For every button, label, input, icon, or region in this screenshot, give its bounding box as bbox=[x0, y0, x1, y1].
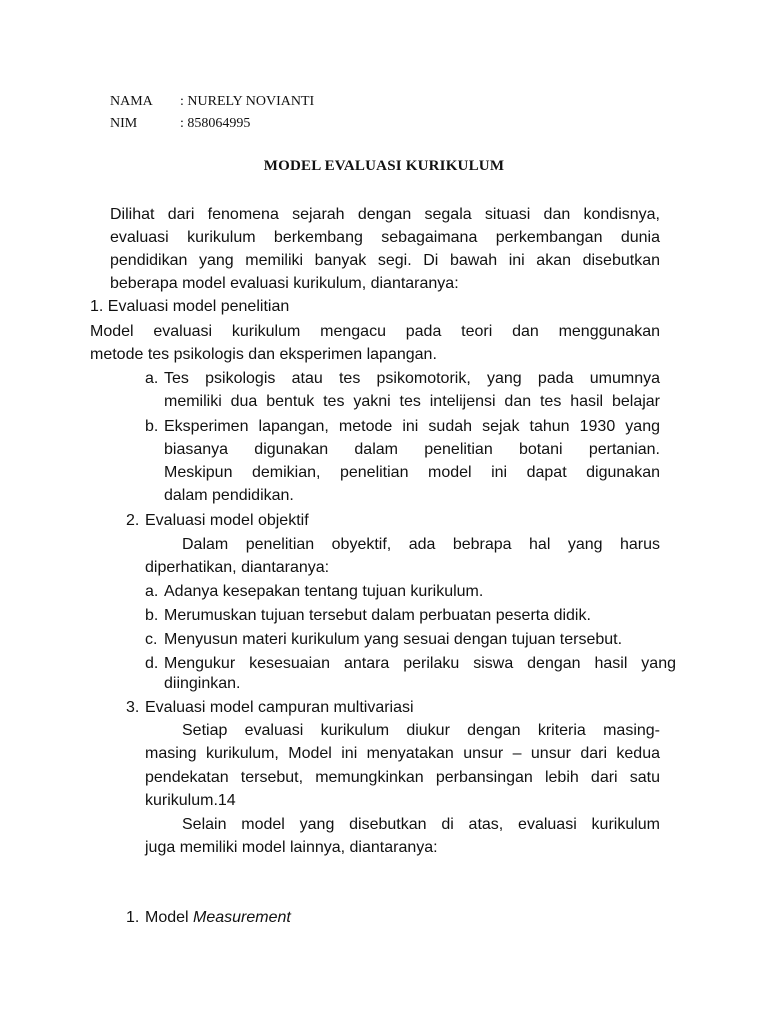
section-2-body-line: diperhatikan, diantaranya: bbox=[145, 559, 330, 576]
list-item-line: Meskipun demikian, penelitian model ini dapat digunakan bbox=[164, 464, 660, 481]
nama-label: NAMA bbox=[110, 94, 153, 109]
section-1-body-line: metode tes psikologis dan eksperimen lapangan. bbox=[90, 346, 437, 363]
section-1-heading: 1. Evaluasi model penelitian bbox=[90, 298, 290, 315]
list-item-line: dalam pendidikan. bbox=[164, 487, 294, 504]
list-marker: b. bbox=[145, 607, 159, 624]
intro-line: beberapa model evaluasi kurikulum, diantaranya: bbox=[110, 275, 459, 292]
list-item-line: Mengukur kesesuaian antara perilaku siswa dengan hasil yang bbox=[164, 655, 676, 672]
next-list-emphasis: Measurement bbox=[193, 909, 291, 926]
list-item-line: diinginkan. bbox=[164, 675, 241, 692]
nim-value: : 858064995 bbox=[180, 116, 251, 131]
list-item-line: Menyusun materi kurikulum yang sesuai dengan tujuan tersebut. bbox=[164, 631, 623, 648]
intro-line: evaluasi kurikulum berkembang sebagaimana perkembangan dunia bbox=[110, 229, 660, 246]
document-title: MODEL EVALUASI KURIKULUM bbox=[263, 158, 505, 174]
section-2-marker: 2. bbox=[126, 512, 140, 529]
list-item-line: biasanya digunakan dalam penelitian botani pertanian. bbox=[164, 441, 660, 458]
section-3-body-line: masing kurikulum, Model ini menyatakan unsur – unsur dari kedua bbox=[145, 745, 660, 762]
nim-label: NIM bbox=[110, 116, 138, 131]
section-1-body-line: Model evaluasi kurikulum mengacu pada teori dan menggunakan bbox=[90, 323, 660, 340]
section-3-marker: 3. bbox=[126, 699, 140, 716]
next-list-prefix: Model bbox=[145, 909, 189, 926]
section-3-body-line: pendekatan tersebut, memungkinkan perbansingan lebih dari satu bbox=[145, 769, 660, 786]
section-3-heading: Evaluasi model campuran multivariasi bbox=[145, 699, 414, 716]
list-marker: a. bbox=[145, 583, 159, 600]
section-3-body-line: juga memiliki model lainnya, diantaranya: bbox=[145, 839, 438, 856]
nama-value: : NURELY NOVIANTI bbox=[180, 94, 315, 109]
list-item-line: memiliki dua bentuk tes yakni tes intelijensi dan tes hasil belajar bbox=[164, 393, 660, 410]
list-item-line: Merumuskan tujuan tersebut dalam perbuatan peserta didik. bbox=[164, 607, 591, 624]
list-marker: d. bbox=[145, 655, 159, 672]
section-2-heading: Evaluasi model objektif bbox=[145, 512, 309, 529]
list-marker: c. bbox=[145, 631, 158, 648]
next-list-marker: 1. bbox=[126, 909, 140, 926]
intro-line: Dilihat dari fenomena sejarah dengan segala situasi dan kondisnya, bbox=[110, 206, 660, 223]
list-item-line: Eksperimen lapangan, metode ini sudah sejak tahun 1930 yang bbox=[164, 418, 660, 435]
list-item-line: Tes psikologis atau tes psikomotorik, yang pada umumnya bbox=[164, 370, 660, 387]
list-marker: b. bbox=[145, 418, 159, 435]
list-marker: a. bbox=[145, 370, 159, 387]
list-item-line: Adanya kesepakan tentang tujuan kurikulum. bbox=[164, 583, 484, 600]
next-list-heading bbox=[145, 906, 291, 929]
section-3-body-line: Setiap evaluasi kurikulum diukur dengan kriteria masing- bbox=[182, 722, 660, 739]
section-2-body-line: Dalam penelitian obyektif, ada bebrapa hal yang harus bbox=[182, 536, 660, 553]
intro-line: pendidikan yang memiliki banyak segi. Di bawah ini akan disebutkan bbox=[110, 252, 660, 269]
section-3-body-line: kurikulum.14 bbox=[145, 792, 236, 809]
section-3-body-line: Selain model yang disebutkan di atas, evaluasi kurikulum bbox=[182, 816, 660, 833]
